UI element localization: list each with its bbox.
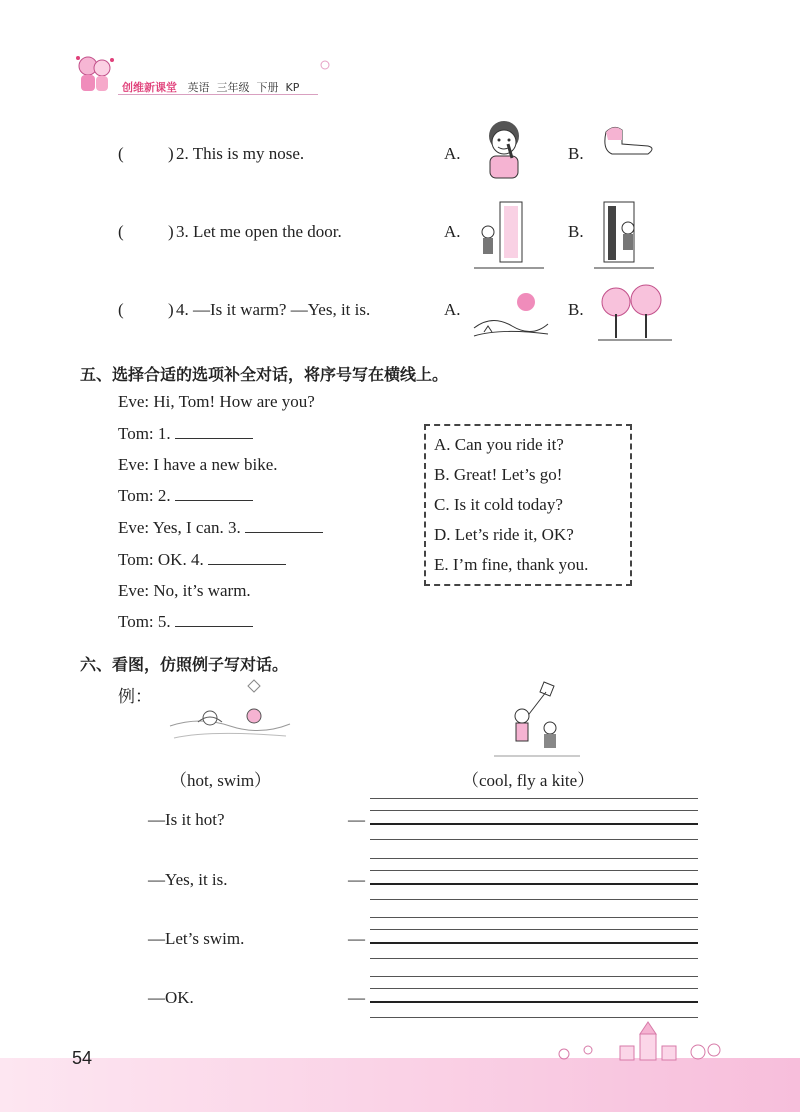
dialogue-text: Tom: 1. bbox=[118, 424, 171, 443]
answer-paren-open: ( bbox=[118, 144, 124, 163]
dash: — bbox=[348, 870, 365, 889]
section-5-title: 五、选择合适的选项补全对话，将序号写在横线上。 bbox=[80, 365, 449, 384]
option-a-label: A. bbox=[444, 144, 461, 163]
kids-logo-icon bbox=[72, 52, 118, 98]
footer-decoration bbox=[548, 1020, 728, 1069]
dash: — bbox=[348, 929, 365, 948]
castle-icon bbox=[548, 1020, 728, 1064]
answer-paren-close: ) bbox=[168, 144, 174, 163]
option-b-picture[interactable] bbox=[594, 282, 674, 351]
dialogue-line-3 bbox=[118, 486, 253, 506]
caption-cool-kite: （cool, fly a kite） bbox=[462, 771, 595, 790]
sunny-landscape-icon bbox=[470, 288, 550, 344]
answer-blank-1[interactable] bbox=[175, 424, 253, 439]
answer-blank-5[interactable] bbox=[175, 612, 253, 627]
dialogue-line-4 bbox=[118, 518, 323, 538]
answer-blank-2[interactable] bbox=[175, 486, 253, 501]
flower-icon bbox=[318, 58, 332, 72]
dialogue-text: Tom: 2. bbox=[118, 486, 171, 505]
dialogue-line-2: Eve: I have a new bike. bbox=[118, 455, 278, 474]
question-text: 3. Let me open the door. bbox=[176, 222, 342, 241]
example-line-3: —OK. bbox=[148, 988, 194, 1007]
option-b-picture[interactable] bbox=[594, 198, 654, 277]
option-a-picture[interactable] bbox=[478, 118, 532, 185]
kite-picture bbox=[492, 676, 582, 767]
dialogue-text: Tom: OK. 4. bbox=[118, 550, 204, 569]
grade: 三年级 bbox=[216, 81, 250, 94]
dialogue-text: Tom: 5. bbox=[118, 612, 171, 631]
page-number: 54 bbox=[72, 1048, 93, 1068]
option-a-label: A. bbox=[444, 222, 461, 241]
option-b-label: B. bbox=[568, 144, 584, 163]
boy-touching-nose-icon bbox=[478, 118, 532, 180]
dialogue-text: Eve: Yes, I can. 3. bbox=[118, 518, 241, 537]
option-b: B. Great! Let’s go! bbox=[434, 465, 563, 484]
dialogue-line-6: Eve: No, it’s warm. bbox=[118, 581, 251, 600]
header-bar bbox=[122, 79, 299, 95]
dash: — bbox=[348, 810, 365, 829]
term: 下册 bbox=[256, 81, 279, 94]
dialogue-line-5 bbox=[118, 550, 286, 570]
answer-paren-close: ) bbox=[168, 222, 174, 241]
subject: 英语 bbox=[187, 81, 210, 94]
kids-flying-kite-icon bbox=[492, 676, 582, 762]
option-a-label: A. bbox=[444, 300, 461, 319]
option-a: A. Can you ride it? bbox=[434, 435, 564, 454]
answer-paren-open: ( bbox=[118, 222, 124, 241]
header-underline bbox=[118, 94, 318, 95]
boy-at-door-left-icon bbox=[474, 198, 544, 272]
star-decoration bbox=[318, 58, 332, 77]
caption-hot-swim: （hot, swim） bbox=[170, 771, 272, 790]
answer-blank-3[interactable] bbox=[245, 518, 323, 533]
dash: — bbox=[348, 988, 365, 1007]
option-b-label: B. bbox=[568, 300, 584, 319]
edition: KP bbox=[285, 81, 300, 94]
arm-icon bbox=[598, 124, 658, 168]
answer-paren-open: ( bbox=[118, 300, 124, 319]
header-logo bbox=[72, 52, 118, 103]
dialogue-line-1 bbox=[118, 424, 253, 444]
answer-blank-4[interactable] bbox=[208, 550, 286, 565]
blossom-trees-icon bbox=[594, 282, 674, 346]
example-line-2: —Let’s swim. bbox=[148, 929, 245, 948]
option-b-picture[interactable] bbox=[598, 124, 658, 173]
example-line-1: —Yes, it is. bbox=[148, 870, 228, 889]
series-name: 创维新课堂 bbox=[122, 81, 177, 94]
example-label: 例： bbox=[118, 687, 152, 706]
option-d: D. Let’s ride it, OK? bbox=[434, 525, 574, 544]
option-c: C. Is it cold today? bbox=[434, 495, 563, 514]
answer-paren-close: ) bbox=[168, 300, 174, 319]
example-line-0: —Is it hot? bbox=[148, 810, 225, 829]
option-a-picture[interactable] bbox=[474, 198, 544, 277]
options-box bbox=[424, 424, 632, 586]
option-b-label: B. bbox=[568, 222, 584, 241]
section-6-title: 六、看图，仿照例子写对话。 bbox=[80, 655, 289, 674]
swim-picture bbox=[170, 676, 290, 753]
kids-swimming-icon bbox=[170, 676, 290, 748]
option-a-picture[interactable] bbox=[470, 288, 550, 349]
dialogue-line-7 bbox=[118, 612, 253, 632]
boy-at-door-right-icon bbox=[594, 198, 654, 272]
question-text: 4. —Is it warm? —Yes, it is. bbox=[176, 300, 371, 319]
question-text: 2. This is my nose. bbox=[176, 144, 305, 163]
dialogue-line-0: Eve: Hi, Tom! How are you? bbox=[118, 392, 315, 411]
option-e: E. I’m fine, thank you. bbox=[434, 555, 589, 574]
